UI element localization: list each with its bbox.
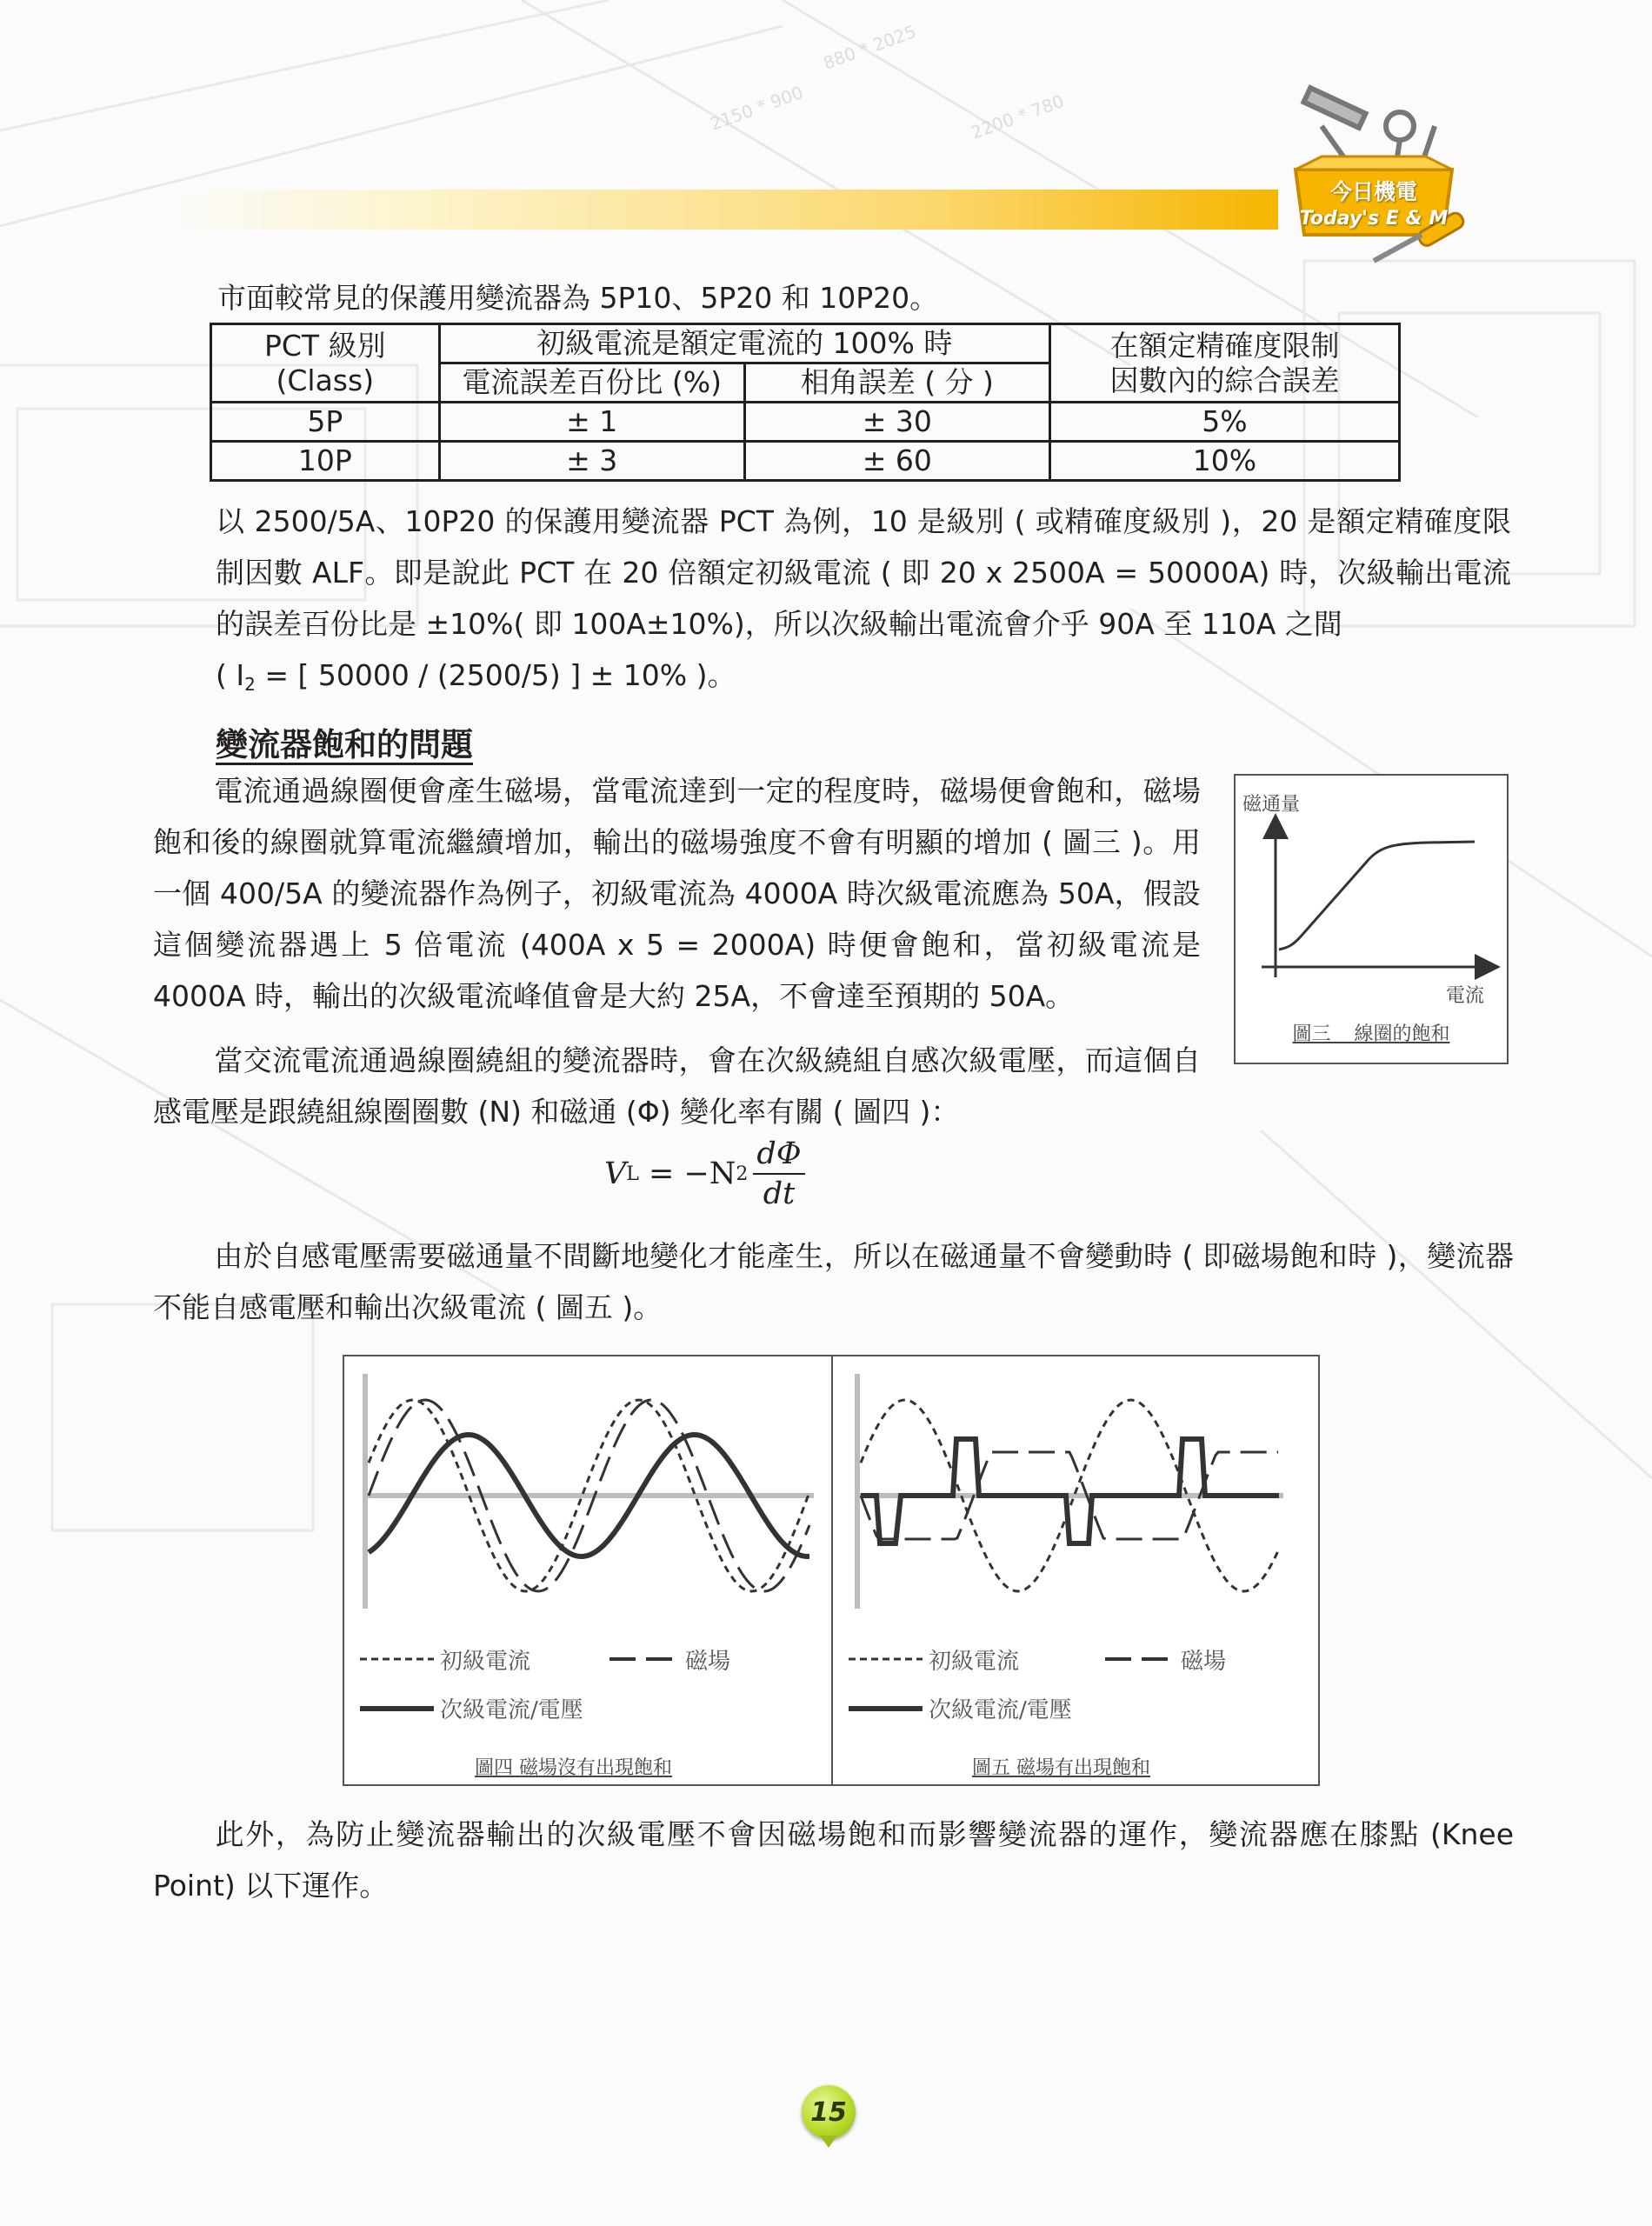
paragraph-self-induction [153, 1035, 1201, 1137]
svg-text:880 * 2025: 880 * 2025 [820, 20, 919, 74]
paragraph-saturation-text: 電流通過線圈便會產生磁場，當電流達到一定的程度時，磁場便會飽和，磁場飽和後的線圈就算電流繼續增加，輸出的磁場強度不會有明顯的增加 ( 圖三 )。用一個 400/5A 的變流器作為例子，初級電流為 4000A 時次級電流應為 50A，假設這個變流器遇上 5 倍電流 (400A x 5 = 2000A) 時便會飽和，當初級電流是 4000A 時，輸出的次級電流峰值會是大約 25A，不會達至預期的 50A。 [153, 774, 1201, 1013]
formula-i2-subscript: 2 [244, 674, 256, 695]
badge-title-zh: 今日機電 [1329, 179, 1417, 204]
table-row [211, 403, 1400, 442]
fig3-caption: 圖三 線圈的飽和 [1292, 1023, 1450, 1045]
paragraph-self-induction-text: 當交流電流通過線圈繞組的變流器時，會在次級繞組自感次級電壓，而這個自感電壓是跟繞組線圈圈數 (N) 和磁通 (Φ) 變化率有關 ( 圖四 )： [153, 1043, 1201, 1129]
svg-text:2200 * 780: 2200 * 780 [968, 90, 1067, 143]
page-number: 15 [810, 2096, 847, 2128]
fig5-caption: 圖五 磁場有出現飽和 [972, 1757, 1150, 1779]
formula-i2-rest: = [ 50000 / (2500/5) ] ± 10% )。 [255, 658, 736, 692]
table-header-class-line2: (Class) [276, 363, 375, 397]
figure-3-coil-saturation [1234, 774, 1509, 1064]
fig3-y-label: 磁通量 [1242, 794, 1301, 816]
table-cell-phase: ± 60 [744, 442, 1049, 481]
formula-lhs-subscript: L [626, 1163, 639, 1185]
formula-denominator: dt [763, 1176, 796, 1211]
badge-title-en: Today's E & M [1299, 208, 1449, 230]
table-header-ratio-error: 電流誤差百份比 (%) [439, 363, 744, 403]
legend-primary-line-left [360, 1650, 438, 1668]
formula-equals: = −N [638, 1156, 736, 1191]
legend-secondary-label-right: 次級電流/電壓 [929, 1697, 1072, 1723]
legend-secondary-label-left: 次級電流/電壓 [440, 1697, 583, 1723]
table-header-composite [1049, 324, 1399, 403]
paragraph-knee-point-text: 此外，為防止變流器輸出的次級電壓不會因磁場飽和而影響變流器的運作，變流器應在膝點 (Knee Point) 以下運作。 [153, 1817, 1514, 1903]
table-row [211, 442, 1400, 481]
page-number-badge [802, 2085, 856, 2139]
svg-text:2150 * 900: 2150 * 900 [707, 81, 806, 135]
table-cell-phase: ± 30 [744, 403, 1049, 442]
paragraph-pct-example-text: 以 2500/5A、10P20 的保護用變流器 PCT 為例，10 是級別 ( 或精確度級別 )，20 是額定精確度限制因數 ALF。即是說此 PCT 在 20 倍額定初級電流 ( 即 20 x 2500A = 50000A) 時，次級輸出電流的誤差百份比是 ±10%( 即 100A±10%)，所以次級輸出電流會介乎 90A 至 110A 之間 [216, 504, 1511, 641]
formula-numerator: dΦ [753, 1136, 804, 1175]
paragraph-no-induction [153, 1230, 1514, 1333]
pct-class-table [210, 323, 1401, 482]
paragraph-knee-point [153, 1809, 1514, 1911]
table-header-phase-error: 相角誤差 ( 分 ) [744, 363, 1049, 403]
table-header-class-line1: PCT 級別 [263, 328, 386, 363]
formula-fraction [753, 1136, 804, 1211]
formula-i2-open: ( I [216, 658, 245, 692]
legend-primary-label-left: 初級電流 [440, 1649, 531, 1675]
table-cell-ratio: ± 1 [439, 403, 744, 442]
induced-voltage-formula [604, 1130, 805, 1217]
table-cell-class: 5P [211, 403, 440, 442]
fig3-x-label: 電流 [1445, 985, 1484, 1007]
fig3-saturation-curve [1279, 842, 1475, 950]
paragraph-pct-example [216, 496, 1511, 710]
page-number-pointer [820, 2136, 837, 2148]
fig4-caption: 圖四 磁場沒有出現飽和 [475, 1757, 672, 1779]
legend-primary-line-right [849, 1650, 927, 1668]
legend-field-line-left [610, 1650, 679, 1668]
legend-field-label-left: 磁場 [685, 1649, 731, 1675]
table-cell-composite: 10% [1049, 442, 1399, 481]
formula-n-subscript: 2 [736, 1163, 749, 1185]
header-badge-label [1291, 178, 1456, 232]
table-header-composite-line2: 因數內的綜合誤差 [1109, 363, 1340, 397]
header-gradient-bar [165, 190, 1278, 230]
figure-4-5-waveforms [343, 1355, 1320, 1786]
table-header-group: 初級電流是額定電流的 100% 時 [439, 324, 1049, 363]
paragraph-no-induction-text: 由於自感電壓需要磁通量不間斷地變化才能產生，所以在磁通量不會變動時 ( 即磁場飽和時 )，變流器不能自感電壓和輸出次級電流 ( 圖五 )。 [153, 1239, 1514, 1324]
table-header-class [211, 324, 440, 403]
intro-text: 市面較常見的保護用變流器為 5P10、5P20 和 10P20。 [217, 281, 939, 315]
table-cell-ratio: ± 3 [439, 442, 744, 481]
table-cell-composite: 5% [1049, 403, 1399, 442]
paragraph-saturation [153, 765, 1201, 1022]
formula-lhs: V [604, 1156, 627, 1191]
table-header-composite-line1: 在額定精確度限制 [1109, 328, 1340, 363]
table-cell-class: 10P [211, 442, 440, 481]
legend-secondary-line-right [849, 1700, 927, 1717]
legend-secondary-line-left [360, 1700, 438, 1717]
toolbox-logo-icon [1269, 74, 1478, 274]
legend-field-label-right: 磁場 [1181, 1649, 1227, 1675]
legend-primary-label-right: 初級電流 [929, 1649, 1020, 1675]
section-heading: 變流器飽和的問題 [216, 726, 473, 763]
legend-field-line-right [1105, 1650, 1175, 1668]
